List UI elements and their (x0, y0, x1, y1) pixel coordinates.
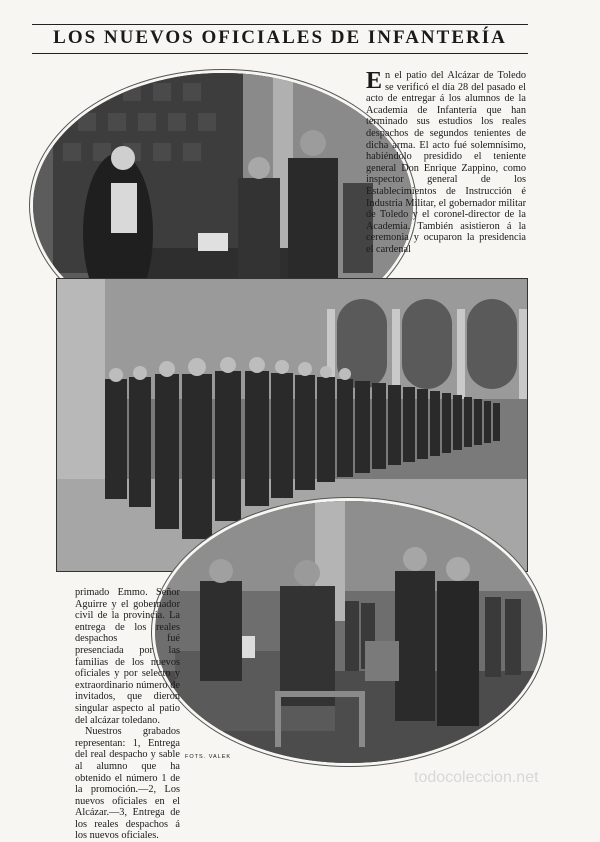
article-paragraph-2: primado Emmo. Señor Aguirre y el gobernador civil de la provincia. La entrega de los reales despachos fué presenciada por las familias de los nuevos oficiales y por selecto y extraordinario número de invitados, que dieron singular aspecto al patio del alcázar toledano. (75, 587, 180, 726)
article-paragraph-1: n el patio del Alcázar de Toledo se verificó el día 28 del pasado el acto de entregar á los alumnos de la Academia de Infantería que han terminado sus estudios los reales despachos de segundos tenientes de dicha arma. El acto fué solemnísimo, habiéndolo presidido el teniente general Don Enrique Zappino, como inspector general de los Establecimientos de Instrucción é Industria Militar, el gobernador militar de Toledo y el coronel-director de la Academia. También asistieron á la ceremonia y ocuparon la presidencia el cardenal (366, 70, 526, 255)
photo-dispatch-delivery-image (155, 501, 543, 763)
title-top-rule (32, 24, 528, 25)
photo-credit: FOTS. VALEK (185, 754, 232, 760)
article-captions: Nuestros grabados representan: 1, Entrega del real despacho y sable al alumno que ha obtenido el número 1 de la promoción.—2, Los nuevos oficiales en el Alcázar.—3, Entrega de los reales despachos á los nuevos oficiales. (75, 726, 180, 842)
title-bottom-rule (32, 53, 528, 54)
drop-cap-letter: E (366, 68, 383, 94)
article-title: LOS NUEVOS OFICIALES DE INFANTERÍA (53, 27, 507, 48)
watermark-text: todocoleccion.net (414, 769, 539, 786)
photo-dispatch-delivery (152, 498, 546, 766)
article-body-column-right (366, 70, 526, 256)
